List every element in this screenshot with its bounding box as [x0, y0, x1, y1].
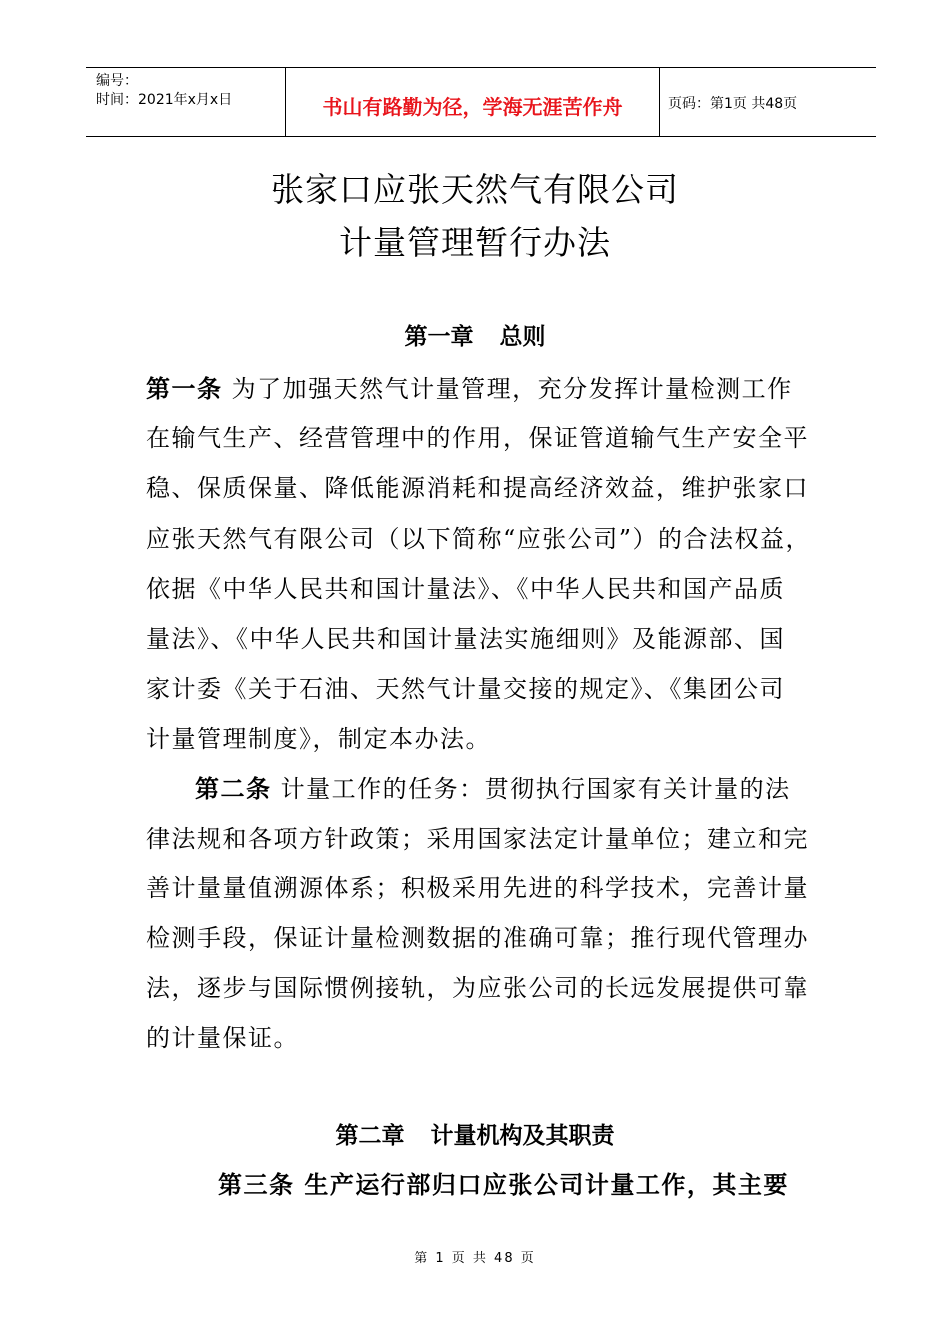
article-2-line: 法，逐步与国际惯例接轨，为应张公司的长远发展提供可靠 [146, 974, 809, 1002]
article-2-line [195, 769, 791, 804]
article-2-line: 律法规和各项方针政策；采用国家法定计量单位；建立和完 [146, 825, 809, 853]
document-title-line2: 计量管理暂行办法 [339, 223, 611, 262]
chapter-1-name: 总则 [499, 324, 546, 350]
article-1-line [146, 369, 793, 404]
article-1-line: 依据《中华人民共和国计量法》、《中华人民共和国产品质 [146, 575, 785, 603]
header-motto: 书山有路勤为径，学海无涯苦作舟 [286, 68, 660, 136]
article-1-line: 量法》、《中华人民共和国计量法实施细则》及能源部、国 [146, 625, 785, 653]
header-meta [86, 68, 286, 136]
article-1-line: 应张天然气有限公司（以下简称“应张公司”）的合法权益， [146, 525, 812, 553]
header-page-label: 页码：第1页 共48页 [668, 96, 798, 112]
chapter-2-heading [0, 1117, 950, 1150]
article-1-text: 为了加强天然气计量管理，充分发挥计量检测工作 [222, 375, 793, 403]
article-2-line: 检测手段，保证计量检测数据的准确可靠；推行现代管理办 [146, 924, 809, 952]
article-2-line: 的计量保证。 [146, 1024, 299, 1052]
number-label: 编号： [96, 73, 138, 89]
chapter-1-number: 第一章 [404, 324, 474, 350]
article-1-label: 第一条 [146, 375, 223, 403]
chapter-1-heading [0, 318, 950, 351]
article-1-line: 在输气生产、经营管理中的作用，保证管道输气生产安全平 [146, 424, 809, 452]
article-2-line: 善计量量值溯源体系；积极采用先进的科学技术，完善计量 [146, 874, 809, 902]
header-table [86, 67, 876, 137]
chapter-2-name: 计量机构及其职责 [430, 1123, 615, 1149]
article-1-line: 家计委《关于石油、天然气计量交接的规定》、《集团公司 [146, 675, 785, 703]
article-1-line: 计量管理制度》，制定本办法。 [146, 725, 491, 753]
page-footer: 第 1 页 共 48 页 [414, 1251, 536, 1266]
article-2-text: 计量工作的任务：贯彻执行国家有关计量的法 [271, 775, 791, 803]
article-3-line [218, 1165, 789, 1200]
chapter-2-number: 第二章 [335, 1123, 405, 1149]
document-title-line1: 张家口应张天然气有限公司 [271, 170, 679, 209]
article-2-label: 第二条 [195, 775, 272, 803]
article-1-line: 稳、保质保量、降低能源消耗和提高经济效益，维护张家口 [146, 474, 809, 502]
time-label: 时间：2021年x月x日 [96, 92, 233, 108]
article-3-text: 第三条 生产运行部归口应张公司计量工作，其主要 [218, 1171, 789, 1199]
